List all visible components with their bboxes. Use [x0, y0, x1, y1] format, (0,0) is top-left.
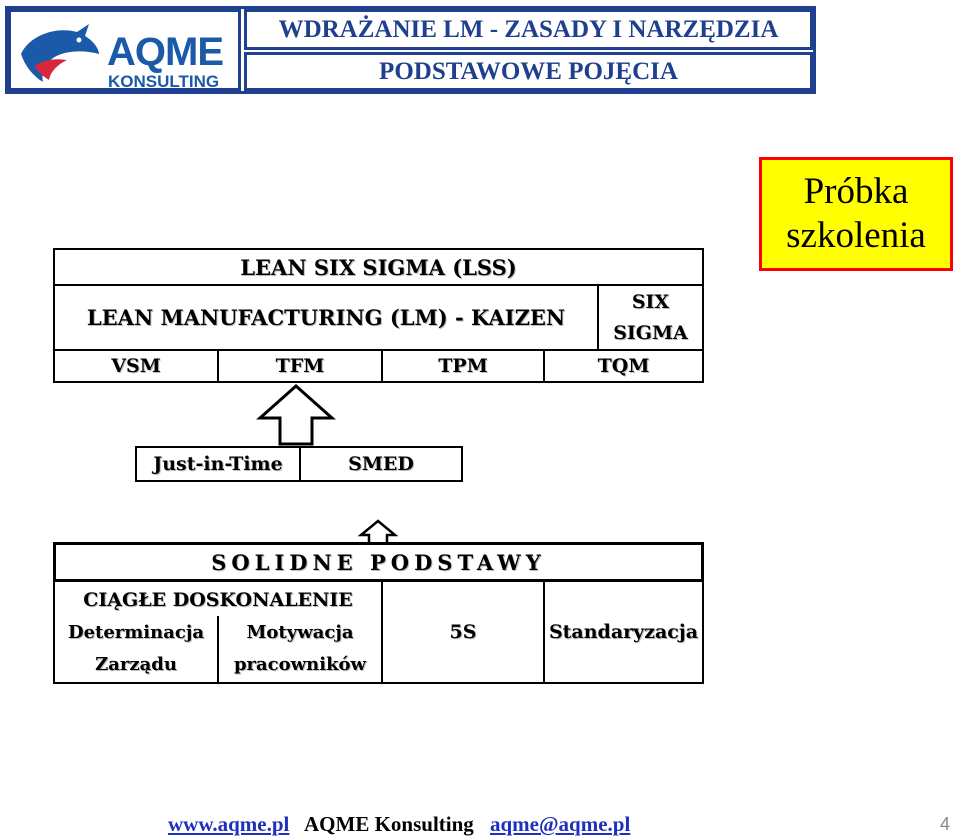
title-box: [244, 9, 813, 50]
page-number: 4: [940, 814, 951, 834]
tool-cell-tqm: [543, 349, 704, 383]
standardization-label: Standaryzacja: [548, 621, 699, 643]
logo: [8, 9, 241, 91]
sample-badge-line1: Próbka: [803, 171, 909, 212]
website-link[interactable]: www.aqme.pl: [168, 812, 290, 836]
logo-subtitle: KONSULTING: [108, 72, 220, 91]
tool-label-vsm: VSM: [111, 355, 161, 377]
standardization-cell: [543, 580, 704, 684]
continuous-improvement-label: CIĄGŁE DOSKONALENIE: [83, 589, 353, 611]
solid-foundations-label: SOLIDNE PODSTAWY: [211, 549, 546, 575]
just-in-time-cell: [135, 446, 301, 482]
solid-foundations-header: [53, 542, 704, 582]
smed-label: SMED: [348, 453, 414, 475]
tool-cell-tfm: [217, 349, 383, 383]
lss-header: [53, 248, 704, 286]
management-determination-line1: Determinacja: [67, 622, 205, 643]
sample-badge-line2: szkolenia: [786, 215, 926, 256]
lm-kaizen-cell: [53, 284, 599, 351]
just-in-time-label: Just-in-Time: [153, 453, 283, 475]
lss-label: LEAN SIX SIGMA (LSS): [240, 254, 517, 280]
tool-label-tfm: TFM: [275, 355, 325, 377]
six-sigma-line1: SIX: [631, 290, 670, 313]
continuous-improvement-cell: [53, 580, 383, 618]
six-sigma-cell: [597, 284, 704, 351]
five-s-cell: [381, 580, 545, 684]
company-name: AQME Konsulting: [304, 812, 474, 836]
management-determination-line2: Zarządu: [95, 654, 177, 675]
tool-label-tpm: TPM: [438, 355, 488, 377]
tool-cell-vsm: [53, 349, 219, 383]
lm-kaizen-label: LEAN MANUFACTURING (LM) - KAIZEN: [86, 305, 566, 330]
page-subtitle: PODSTAWOWE POJĘCIA: [379, 57, 678, 85]
employee-motivation-line2: pracowników: [233, 654, 367, 675]
email-link[interactable]: aqme@aqme.pl: [490, 812, 631, 836]
six-sigma-line2: SIGMA: [613, 321, 688, 344]
five-s-label: 5S: [449, 621, 477, 643]
tool-cell-tpm: [381, 349, 545, 383]
management-determination-cell: [53, 616, 219, 684]
up-arrow-icon: [256, 384, 336, 446]
dolphin-icon: [15, 14, 103, 90]
subtitle-box: [244, 52, 813, 91]
smed-cell: [299, 446, 463, 482]
employee-motivation-cell: [217, 616, 383, 684]
page-title: WDRAŻANIE LM - ZASADY I NARZĘDZIA: [278, 15, 779, 43]
employee-motivation-line1: Motywacja: [246, 622, 354, 643]
sample-badge: [759, 157, 953, 271]
logo-name: AQME: [107, 30, 223, 74]
tool-label-tqm: TQM: [597, 355, 650, 377]
